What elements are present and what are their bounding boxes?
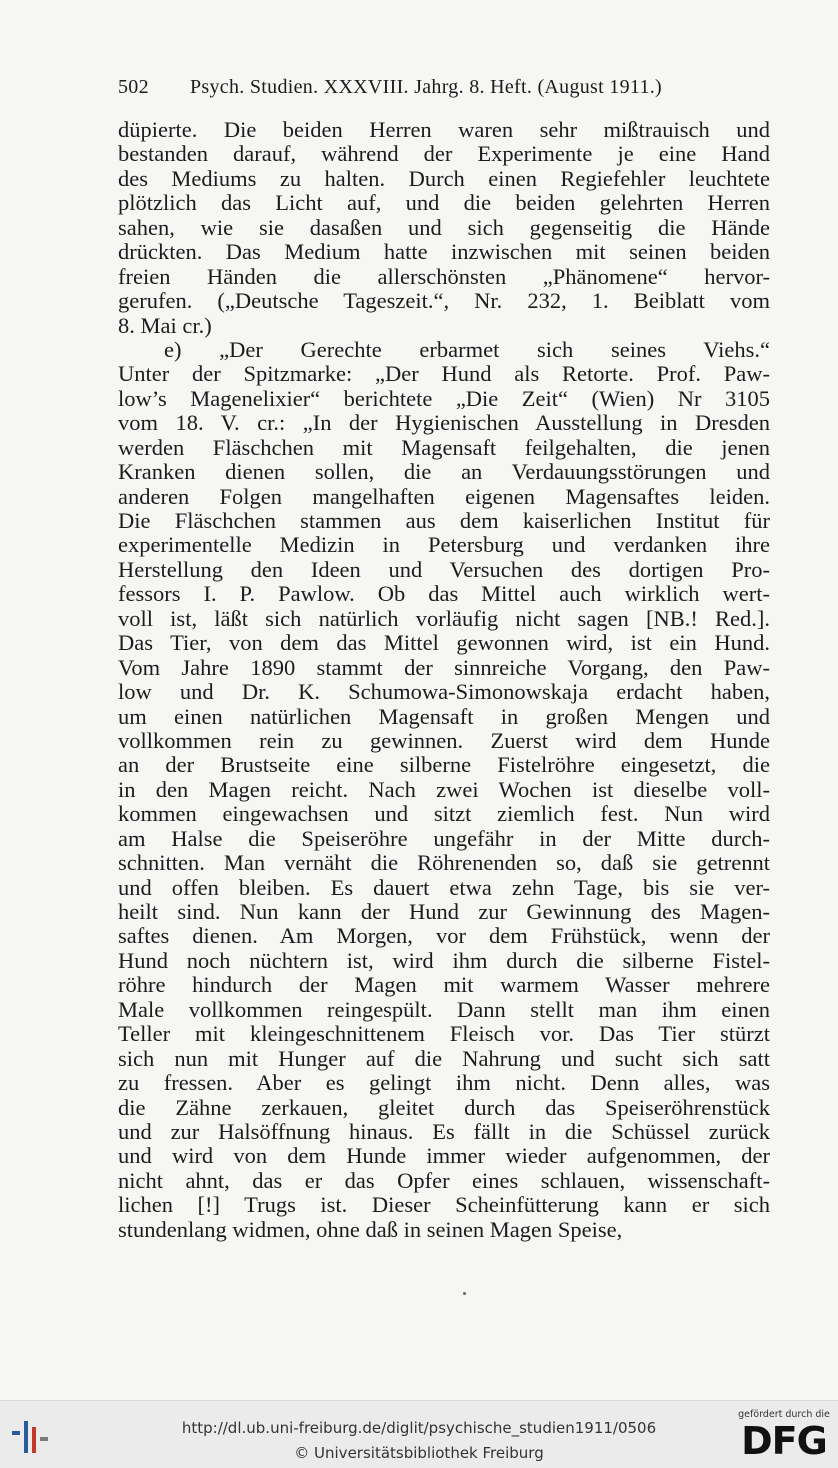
text-line: zu fressen. Aber es gelingt ihm nicht. Denn alles, was (118, 1070, 770, 1096)
text-line: heilt sind. Nun kann der Hund zur Gewinnung des Magen- (118, 899, 770, 924)
text-line: plötzlich das Licht auf, und die beiden gelehrten Herren (118, 190, 770, 216)
running-title: Psych. Studien. XXXVIII. Jahrg. 8. Heft. (August 1911.) (190, 76, 663, 98)
text-line: schnitten. Man vernäht die Röhrenenden so, daß sie getrennt (118, 850, 770, 876)
text-line: vollkommen rein zu gewinnen. Zuerst wird dem Hunde (118, 727, 770, 753)
text-line: und zur Halsöffnung hinaus. Es fällt in die Schüssel zurück (118, 1118, 770, 1144)
text-line: Vom Jahre 1890 stammt der sinnreiche Vorgang, den Paw- (118, 654, 770, 680)
text-line: voll ist, läßt sich natürlich vorläufig nicht sagen [NB.! Red.]. (118, 605, 770, 631)
text-line: stundenlang widmen, ohne daß in seinen Magen Speise, (118, 1216, 623, 1242)
text-line: vom 18. V. cr.: „In der Hygienischen Ausstellung in Dresden (118, 410, 770, 436)
text-line: Hund noch nüchtern ist, wird ihm durch die silberne Fistel- (118, 947, 770, 973)
text-line: lichen [!] Trugs ist. Dieser Scheinfütterung kann er sich (118, 1192, 770, 1218)
scan-speck (463, 1292, 466, 1295)
source-url-link[interactable]: http://dl.ub.uni-freiburg.de/diglit/psychische_studien1911/0506 (181, 1419, 657, 1437)
running-header (118, 76, 770, 104)
text-line: werden Fläschchen mit Magensaft feilgehalten, die jenen (118, 434, 770, 460)
text-line: Das Tier, von dem das Mittel gewonnen wird, ist ein Hund. (118, 630, 770, 656)
text-line: 8. Mai cr.) (118, 312, 212, 338)
text-line: gerufen. („Deutsche Tageszeit.“, Nr. 232, 1. Beiblatt vom (118, 288, 770, 314)
text-line: Male vollkommen reingespült. Dann stellt man ihm einen (118, 996, 770, 1022)
text-line: saftes dienen. Am Morgen, vor dem Frühstück, wenn der (118, 923, 770, 949)
text-line: Unter der Spitzmarke: „Der Hund als Retorte. Prof. Paw- (118, 361, 770, 387)
body-text (118, 118, 770, 1242)
text-line: freien Händen die allerschönsten „Phänomene“ hervor- (118, 263, 770, 289)
text-line: nicht ahnt, das er das Opfer eines schlauen, wissenschaft- (118, 1167, 770, 1193)
text-line: Teller mit kleingeschnittenem Fleisch vor. Das Tier stürzt (118, 1021, 770, 1047)
text-line: fessors I. P. Pawlow. Ob das Mittel auch wirklich wert- (118, 581, 770, 607)
text-line: und offen bleiben. Es dauert etwa zehn Tage, bis sie ver- (118, 874, 770, 900)
text-line: am Halse die Speiseröhre ungefähr in der Mitte durch- (118, 825, 770, 851)
dfg-caption: gefördert durch die (738, 1409, 830, 1420)
text-line: um einen natürlichen Magensaft in großen Mengen und (118, 703, 770, 729)
text-line: röhre hindurch der Magen mit warmem Wasser mehrere (118, 972, 770, 998)
text-line: low und Dr. K. Schumowa-Simonowskaja erdacht haben, (118, 679, 770, 705)
text-line: e) „Der Gerechte erbarmet sich seines Viehs.“ (164, 336, 770, 362)
copyright-notice: © Universitätsbibliothek Freiburg (294, 1444, 544, 1462)
text-line: bestanden darauf, während der Experimente je eine Hand (118, 141, 770, 167)
text-line: Herstellung den Ideen und Versuchen des dortigen Pro- (118, 556, 770, 582)
text-line: Die Fläschchen stammen aus dem kaiserlichen Institut für (118, 508, 770, 533)
text-line: Kranken dienen sollen, die an Verdauungsstörungen und (118, 459, 770, 485)
dfg-logo[interactable] (738, 1409, 830, 1465)
text-line: düpierte. Die beiden Herren waren sehr mißtrauisch und (118, 117, 770, 142)
text-line: drückten. Das Medium hatte inzwischen mit seinen beiden (118, 239, 770, 265)
text-line: und wird von dem Hunde immer wieder aufgenommen, der (118, 1143, 770, 1169)
dfg-wordmark: DFG (741, 1419, 827, 1463)
text-line: in den Magen reicht. Nach zwei Wochen ist dieselbe voll- (118, 776, 770, 802)
text-line: experimentelle Medizin in Petersburg und verdanken ihre (118, 532, 770, 558)
text-line: low’s Magenelixier“ berichtete „Die Zeit“ (Wien) Nr 3105 (118, 385, 770, 411)
text-line: anderen Folgen mangelhaften eigenen Magensaftes leiden. (118, 483, 770, 509)
text-line: sahen, wie sie dasaßen und sich gegenseitig die Hände (118, 214, 770, 240)
page-number: 502 (118, 76, 149, 98)
text-line: die Zähne zerkauen, gleitet durch das Speiseröhrenstück (118, 1094, 770, 1120)
text-line: an der Brustseite eine silberne Fistelröhre eingesetzt, die (118, 752, 770, 778)
viewer-footer (0, 1400, 838, 1468)
text-line: kommen eingewachsen und sitzt ziemlich fest. Nun wird (118, 801, 770, 827)
text-line: des Mediums zu halten. Durch einen Regiefehler leuchtete (118, 165, 770, 191)
text-line: sich nun mit Hunger auf die Nahrung und sucht sich satt (118, 1045, 770, 1071)
